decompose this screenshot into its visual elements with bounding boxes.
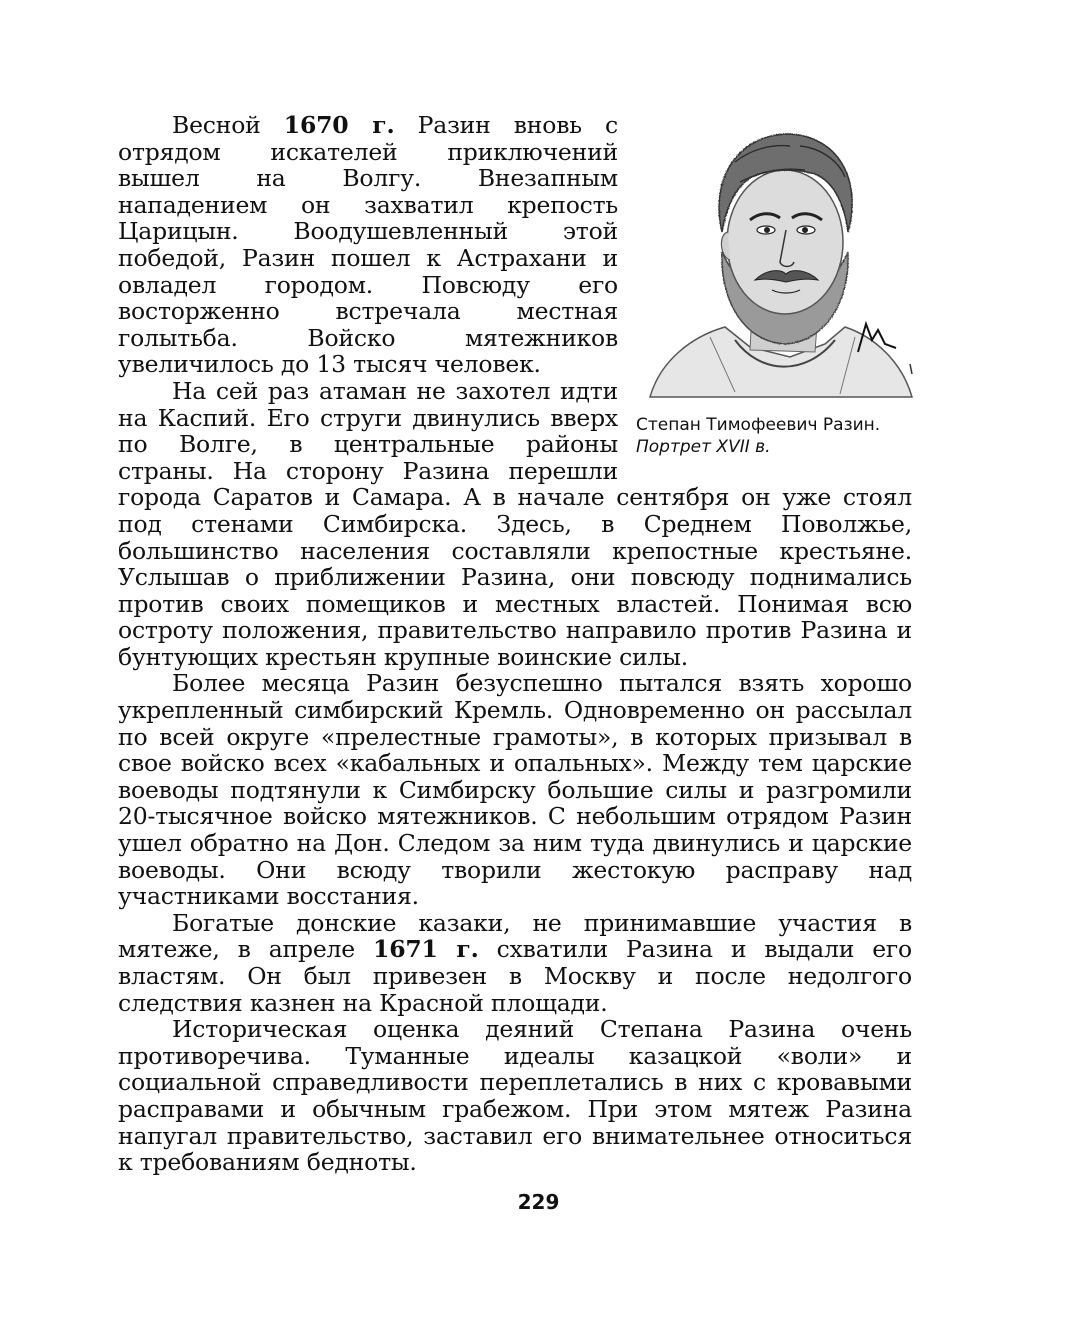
page-number: 229 <box>517 1190 560 1214</box>
portrait-caption <box>636 414 912 458</box>
paragraph-2: На сей раз атаман не захотел идти на Каспий. Его струги двинулись вверх по Волге, в центральные районы страны. На сторону Разина перешли города Саратов и Самара. А в начале сентября он уже стоял под стенами Симбирска. Здесь, в Среднем Поволжье, большинство населения составляли крепостные крестьяне. Услышав о приближении Разина, они повсюду поднимались против своих помещиков и местных властей. Понимая всю остроту положения, правительство направило против Разина и бунтующих крестьян крупные воинские силы. <box>118 376 912 671</box>
paragraph-4-start: Богатые донские казаки, не принимавшие участия в мятеже, в апреле <box>118 908 912 964</box>
paragraph-1-rest: Разин вновь с отрядом искателей приключений вышел на Волгу. Внезапным нападением он захватил крепость Царицын. Воодушевленный этой победой, Разин пошел к Астрахани и овладел городом. Повсюду его восторженно встречала местная голытьба. Войско мятежников увеличилось до 13 тысяч человек. <box>118 111 618 379</box>
caption-name: Степан Тимофеевич Разин. <box>636 415 881 435</box>
caption-date: Портрет XVII в. <box>636 437 771 457</box>
year-1671: 1671 г. <box>373 935 479 964</box>
paragraph-3: Более месяца Разин безуспешно пытался взять хорошо укрепленный симбирский Кремль. Одновременно он рассылал по всей округе «прелестные грамоты», в которых призывал в свое войско всех «кабальных и опальных». Между тем царские воеводы подтянули к Симбирску большие силы и разгромили 20-тысячное войско мятежников. С небольшим отрядом Разин ушел обратно на Дон. Следом за ним туда двинулись и царские воеводы. Они всюду творили жестокую расправу над участниками восстания. <box>118 669 912 911</box>
page-content <box>118 112 912 1176</box>
paragraph-1-start: Весной <box>172 111 284 139</box>
portrait-figure <box>636 112 912 458</box>
razin-portrait-image <box>640 112 916 404</box>
paragraph-5: Историческая оценка деяний Степана Разина очень противоречива. Туманные идеалы казацкой «воли» и социальной справедливости переплетались в них с кровавыми расправами и обычным грабежом. При этом мятеж Разина напугал правительство, заставил его внимательнее относиться к требованиям бедноты. <box>118 1015 912 1177</box>
year-1670: 1670 г. <box>283 111 395 139</box>
paragraph-4 <box>118 910 912 1016</box>
paragraph-4-rest: схватили Разина и выдали его властям. Он был привезен в Москву и после недолгого следствия казнен на Красной площади. <box>118 935 912 1017</box>
